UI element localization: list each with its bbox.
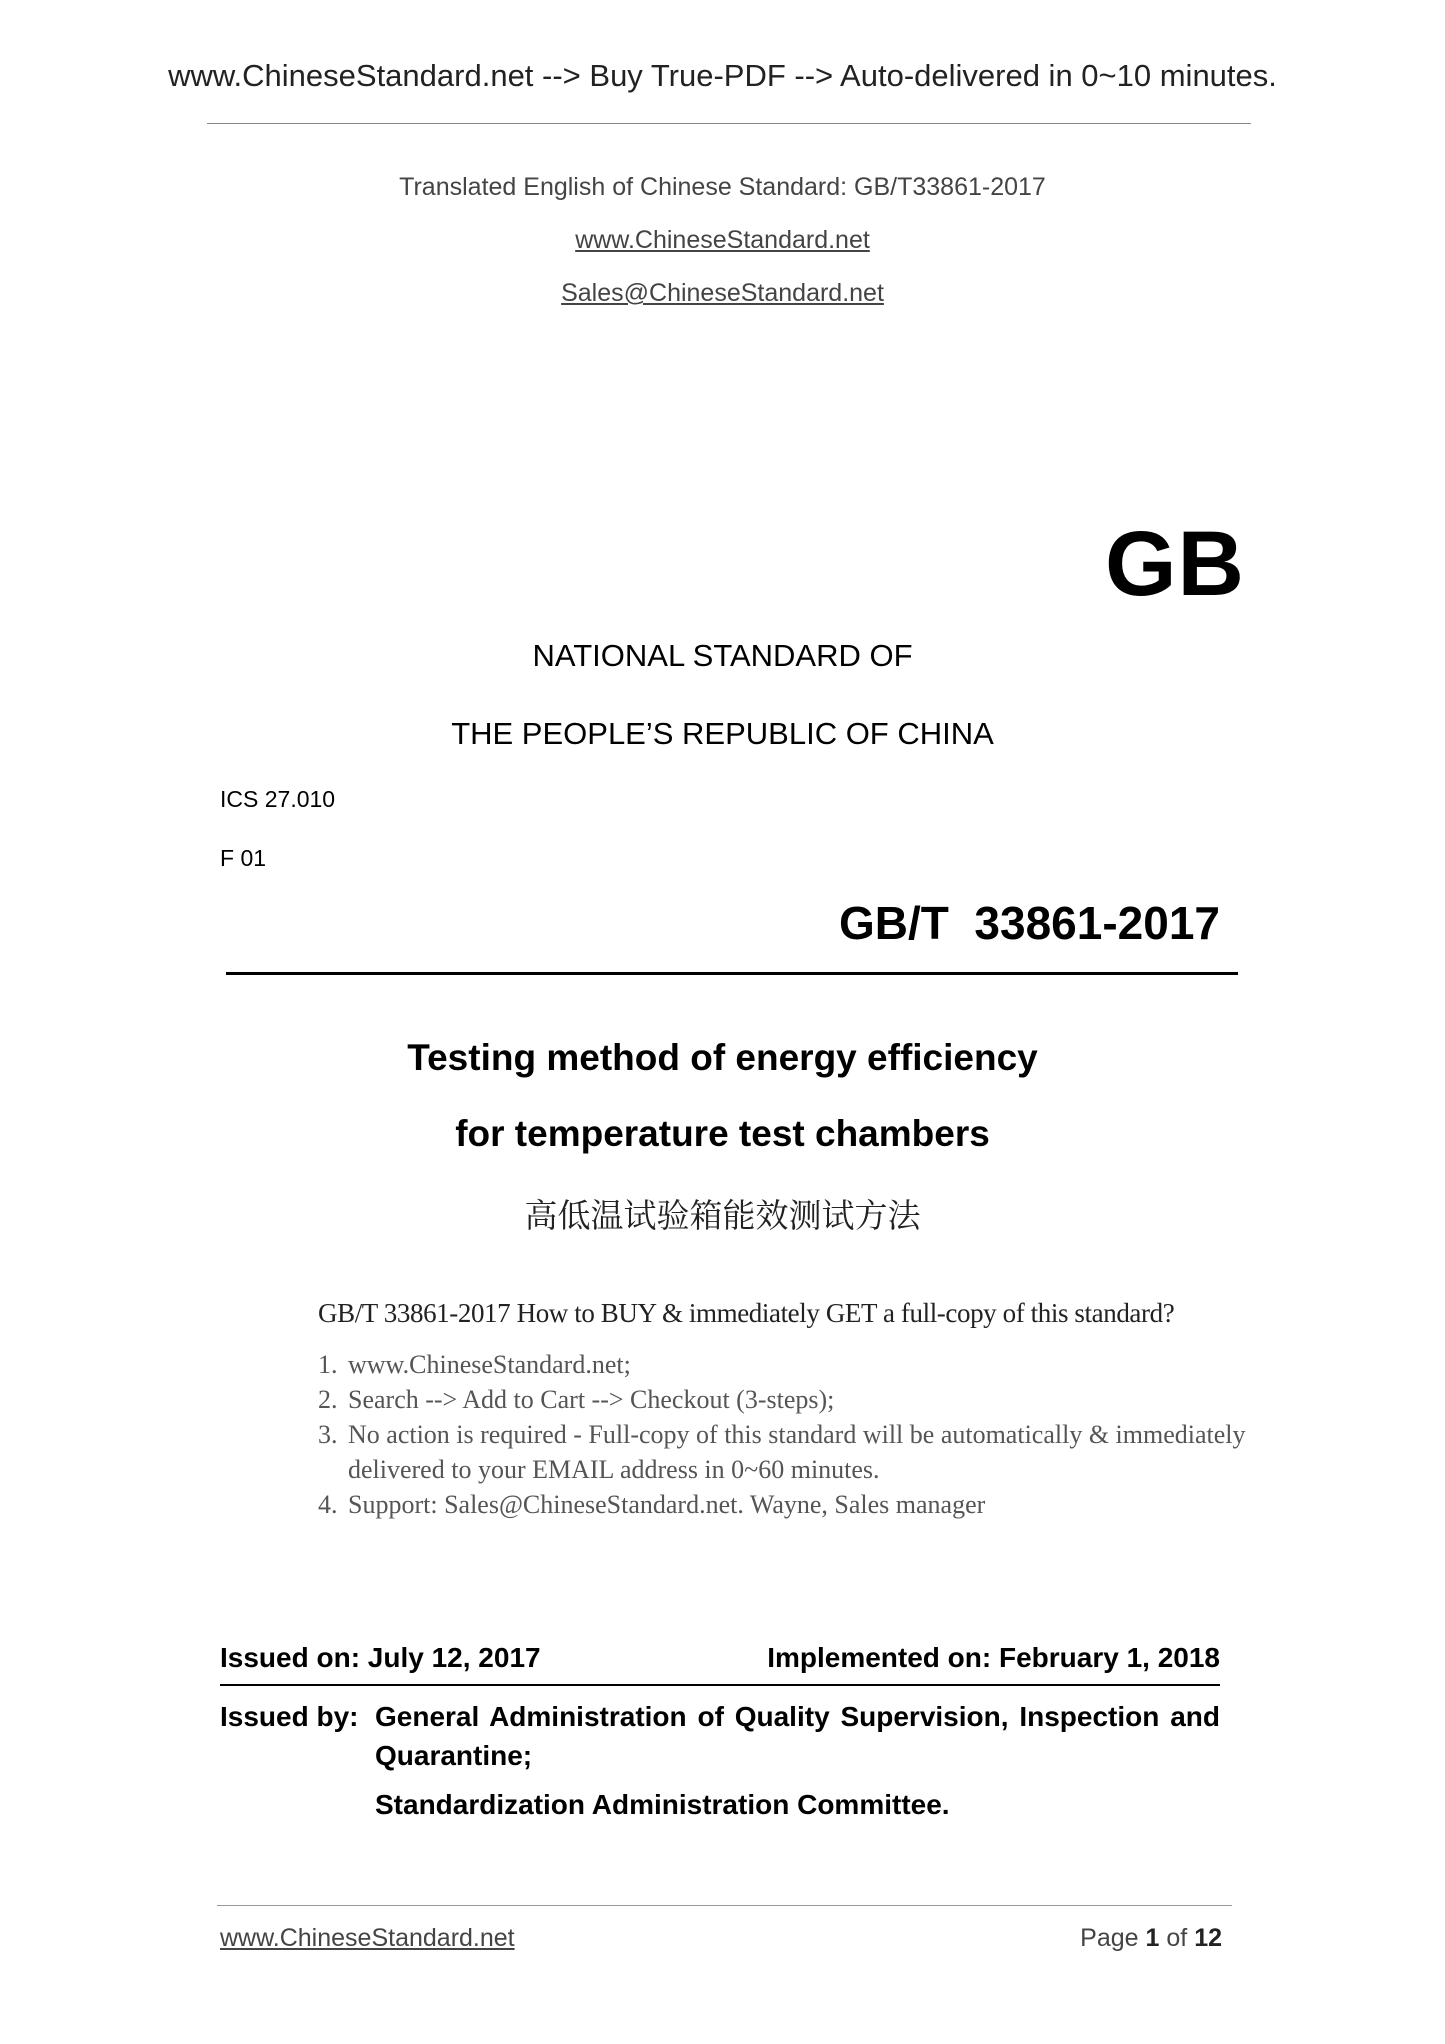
- page-indicator: [900, 1924, 1222, 1953]
- step-text: Search --> Add to Cart --> Checkout (3-steps);: [348, 1385, 835, 1414]
- header-divider: [207, 123, 1251, 124]
- translated-notice: Translated English of Chinese Standard: GB/T33861-2017: [399, 173, 1046, 201]
- step-number: 4.: [318, 1490, 338, 1519]
- purchase-steps: [318, 1347, 1258, 1522]
- national-standard-line-2: THE PEOPLE’S REPUBLIC OF CHINA: [451, 716, 994, 751]
- step-text[interactable]: www.ChineseStandard.net;: [348, 1350, 631, 1379]
- step-number: 2.: [318, 1385, 338, 1414]
- issue-divider: [220, 1684, 1220, 1686]
- issued-by-label: Issued by:: [220, 1701, 359, 1732]
- ics-code: ICS 27.010: [220, 786, 336, 812]
- step-number: 3.: [318, 1420, 338, 1449]
- step-text: Support: Sales@ChineseStandard.net. Wayne, Sales manager: [348, 1490, 986, 1519]
- issuing-authority-1: General Administration of Quality Supervision, Inspection and Quarantine;: [375, 1701, 1220, 1771]
- promo-banner[interactable]: www.ChineseStandard.net --> Buy True-PDF --> Auto-delivered in 0~10 minutes.: [168, 58, 1277, 93]
- page-prefix: Page: [1080, 1924, 1139, 1952]
- issued-by-block: [220, 1697, 1220, 1824]
- step-number: 1.: [318, 1350, 338, 1379]
- document-title-line-2: for temperature test chambers: [455, 1113, 990, 1154]
- purchase-step: [318, 1347, 1258, 1382]
- page-total: 12: [1194, 1924, 1222, 1952]
- purchase-step: [318, 1417, 1258, 1487]
- issuing-authority-2: Standardization Administration Committee.: [375, 1789, 950, 1820]
- issue-dates-row: [220, 1642, 1220, 1682]
- document-title-chinese: 高低温试验箱能效测试方法: [524, 1196, 921, 1235]
- step-text: No action is required - Full-copy of this standard will be automatically & immediately delivered to your EMAIL address in 0~60 minutes.: [348, 1420, 1246, 1484]
- document-title-line-1: Testing method of energy efficiency: [407, 1037, 1038, 1078]
- website-link[interactable]: www.ChineseStandard.net: [575, 226, 870, 254]
- classification-code: F 01: [220, 845, 267, 871]
- page-current: 1: [1145, 1924, 1160, 1952]
- sales-email-link[interactable]: Sales@ChineseStandard.net: [561, 279, 884, 307]
- footer-website-link[interactable]: www.ChineseStandard.net: [220, 1924, 515, 1952]
- purchase-heading: GB/T 33861-2017 How to BUY & immediately GET a full-copy of this standard?: [318, 1298, 1175, 1328]
- issued-on-date: Issued on: July 12, 2017: [220, 1642, 541, 1673]
- implemented-on-date: Implemented on: February 1, 2018: [767, 1642, 1220, 1673]
- page-of: of: [1166, 1924, 1188, 1952]
- purchase-step: [318, 1487, 1258, 1522]
- purchase-instructions: [318, 1298, 1258, 1522]
- title-divider: [226, 972, 1238, 975]
- gb-logo: GB: [1105, 513, 1245, 615]
- footer-divider: [217, 1905, 1232, 1906]
- purchase-step: [318, 1382, 1258, 1417]
- standard-number: GB/T 33861-2017: [838, 897, 1220, 949]
- national-standard-line-1: NATIONAL STANDARD OF: [532, 638, 913, 673]
